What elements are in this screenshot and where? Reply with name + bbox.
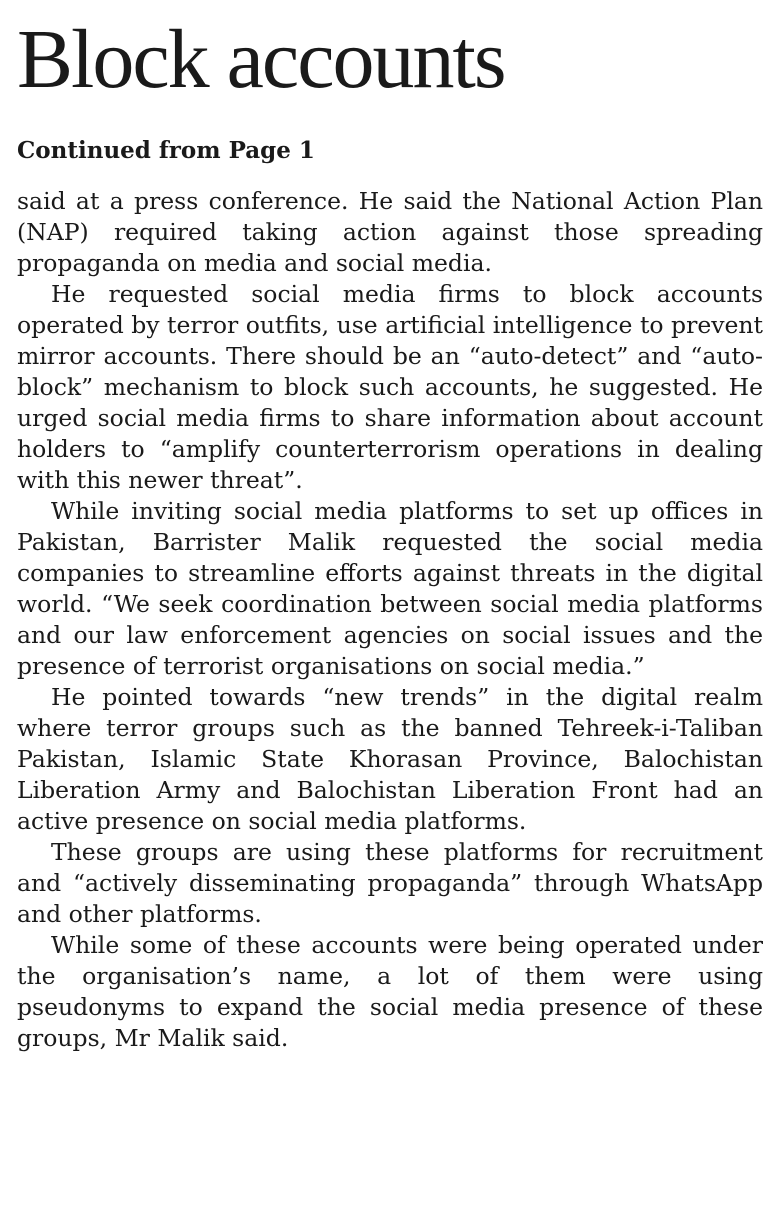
paragraph-6: While some of these accounts were being operated under the organisation’s name, a lot of them were using pseudonyms to expand the social media presence of these groups, Mr Malik said. <box>17 931 763 1052</box>
paragraph-4: He pointed towards “new trends” in the digital realm where terror groups such as the banned Tehreek-i-Taliban Pakistan, Islamic State Khorasan Province, Balochistan Liberation Army and Balochistan Liberation Front had an active presence on social media platforms. <box>17 683 763 835</box>
continued-from-label: Continued from Page 1 <box>17 137 315 164</box>
paragraph-2: He requested social media firms to block accounts operated by terror outfits, use artificial intelligence to prevent mirror accounts. There should be an “auto-detect” and “auto-block” mechanism to block such accounts, he suggested. He urged social media firms to share information about account holders to “amplify counterterrorism operations in dealing with this newer threat”. <box>17 280 763 494</box>
headline: Block accounts <box>17 13 505 106</box>
paragraph-1: said at a press conference. He said the National Action Plan (NAP) required taking action against those spreading propaganda on media and social media. <box>17 187 763 277</box>
article-body <box>17 186 763 1054</box>
paragraph-3: While inviting social media platforms to set up offices in Pakistan, Barrister Malik requested the social media companies to streamline efforts against threats in the digital world. “We seek coordination between social media platforms and our law enforcement agencies on social issues and the presence of terrorist organisations on social media.” <box>17 497 763 680</box>
paragraph-5: These groups are using these platforms for recruitment and “actively disseminating propaganda” through WhatsApp and other platforms. <box>17 838 763 928</box>
article <box>17 13 763 1054</box>
